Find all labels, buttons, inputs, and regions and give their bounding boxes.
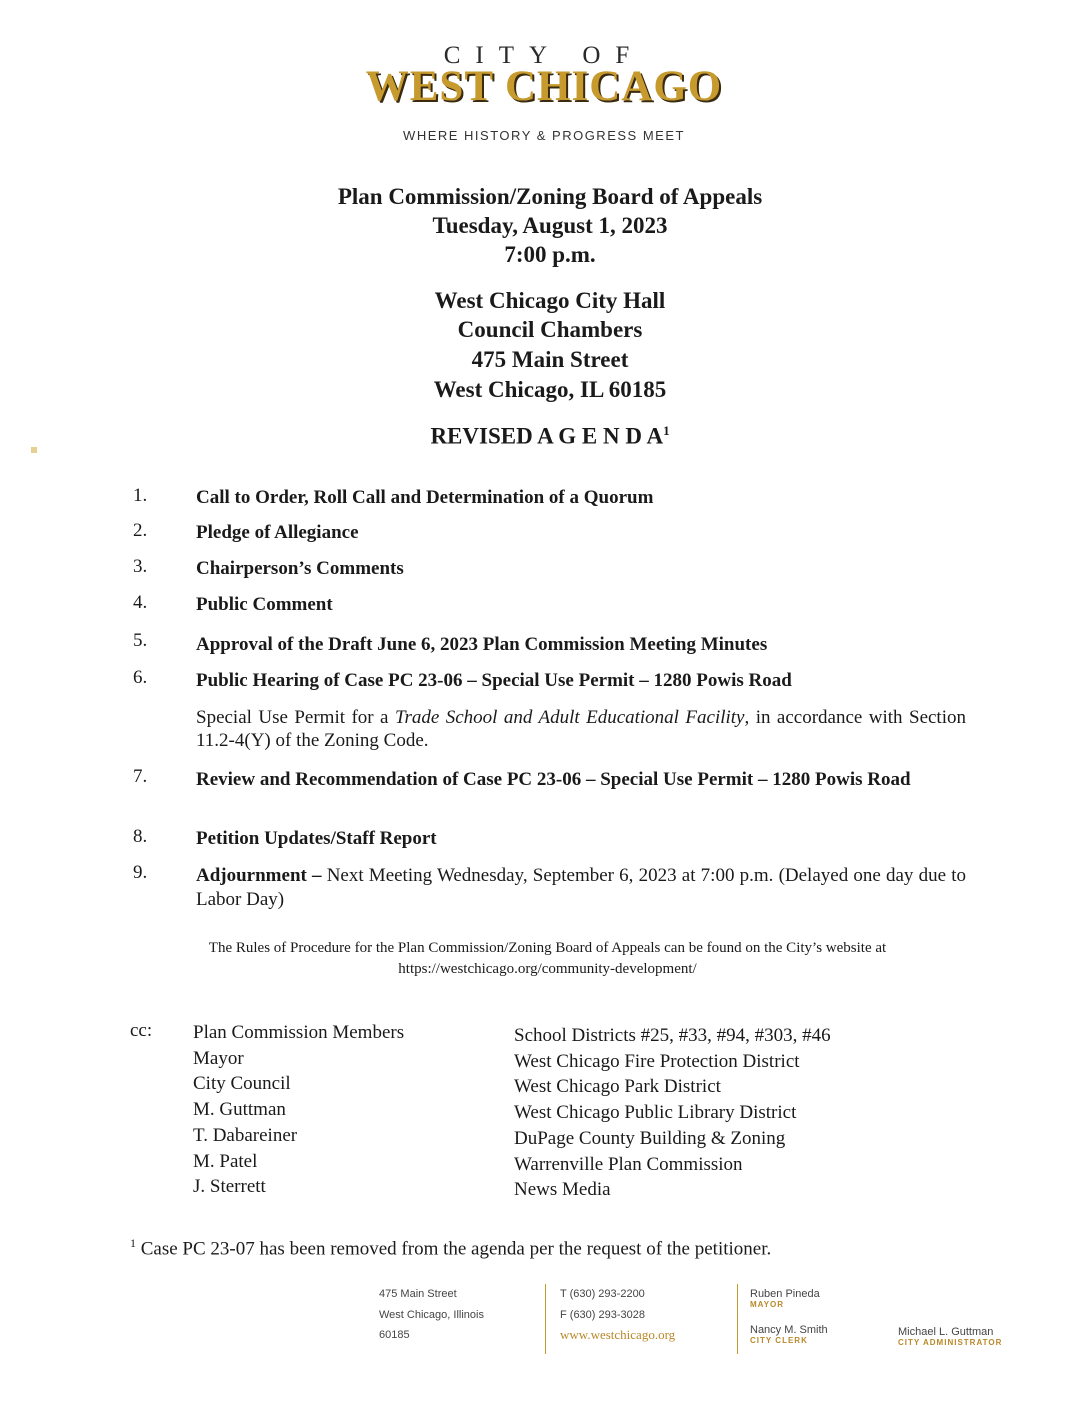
agenda-item-title: Adjournment – xyxy=(196,865,322,886)
board-name: Plan Commission/Zoning Board of Appeals xyxy=(337,184,763,209)
agenda-item-detail: Next Meeting Wednesday, September 6, 2023 at 7:00 p.m. (Delayed one day due to Labor Day) xyxy=(196,865,966,910)
footnote-mark: 1 xyxy=(130,1236,136,1250)
item-number: 5. xyxy=(133,630,148,651)
fax-number: F (630) 293-3028 xyxy=(560,1308,645,1321)
venue-name: West Chicago City Hall xyxy=(434,288,666,313)
description-text: Special Use Permit for a xyxy=(196,707,395,728)
rules-url: https://westchicago.org/community-development/ xyxy=(398,961,697,977)
clerk-name: Nancy M. Smith xyxy=(750,1324,828,1336)
item-number: 4. xyxy=(133,592,148,613)
logo-city-name: WEST CHICAGO xyxy=(365,63,723,110)
phone-number: T (630) 293-2200 xyxy=(560,1288,645,1300)
administrator-block xyxy=(898,1322,1002,1348)
cc-label: cc: xyxy=(130,1020,153,1041)
agenda-item-title: Pledge of Allegiance xyxy=(196,522,359,543)
footnote xyxy=(130,1236,771,1260)
cc-recipient: School Districts #25, #33, #94, #303, #46 xyxy=(514,1025,831,1046)
item-number: 8. xyxy=(133,826,148,847)
description-text: , in accordance with Section 11.2-4(Y) of the Zoning Code. xyxy=(196,707,966,751)
meeting-time: 7:00 p.m. xyxy=(504,242,596,267)
item-number: 7. xyxy=(133,766,148,787)
footer-divider xyxy=(737,1284,738,1354)
cc-recipient: Warrenville Plan Commission xyxy=(514,1153,743,1175)
item-number: 6. xyxy=(133,667,148,688)
agenda-item-adjournment xyxy=(196,864,966,912)
facility-type: Trade School and Adult Educational Facility xyxy=(394,707,745,728)
address-line: 60185 xyxy=(379,1329,410,1341)
cc-list-right xyxy=(514,1023,831,1203)
clerk-role: CITY CLERK xyxy=(750,1335,808,1345)
cc-list-left xyxy=(193,1020,404,1200)
cc-recipient: J. Sterrett xyxy=(193,1176,266,1198)
cc-recipient: DuPage County Building & Zoning xyxy=(514,1127,786,1149)
agenda-title-text: REVISED A G E N D A xyxy=(430,423,664,449)
agenda-footnote-mark: 1 xyxy=(663,423,670,438)
cc-recipient: News Media xyxy=(514,1179,611,1201)
venue-street: 475 Main Street xyxy=(471,347,629,372)
item-number: 9. xyxy=(133,862,148,883)
cc-recipient: M. Guttman xyxy=(193,1099,286,1121)
clerk-block xyxy=(750,1320,828,1346)
agenda-item-title: Chairperson’s Comments xyxy=(196,558,404,579)
agenda-item-title: Call to Order, Roll Call and Determination of a Quorum xyxy=(196,487,654,508)
footer-contact xyxy=(560,1284,675,1346)
rules-note xyxy=(0,938,1088,980)
mayor-block xyxy=(750,1284,820,1310)
cc-recipient: M. Patel xyxy=(193,1150,258,1172)
cc-recipient: West Chicago Fire Protection District xyxy=(514,1050,800,1072)
margin-mark xyxy=(31,447,37,453)
website-link[interactable]: www.westchicago.org xyxy=(560,1327,676,1342)
footer-address xyxy=(379,1284,484,1346)
address-line: 475 Main Street xyxy=(379,1288,457,1300)
footnote-text: Case PC 23-07 has been removed from the agenda per the request of the petitioner. xyxy=(136,1238,772,1260)
administrator-name: Michael L. Guttman xyxy=(898,1326,994,1338)
cc-recipient: Plan Commission Members xyxy=(193,1022,405,1043)
logo-tagline: WHERE HISTORY & PROGRESS MEET xyxy=(403,128,685,143)
meeting-date: Tuesday, August 1, 2023 xyxy=(432,213,668,238)
agenda-item-description xyxy=(196,706,966,752)
footer-divider xyxy=(545,1284,546,1354)
item-number: 1. xyxy=(133,485,148,506)
mayor-role: MAYOR xyxy=(750,1299,785,1309)
cc-recipient: City Council xyxy=(193,1073,291,1095)
cc-recipient: West Chicago Park District xyxy=(514,1076,721,1098)
agenda-item-title: Petition Updates/Staff Report xyxy=(196,828,437,849)
agenda-item-title: Review and Recommendation of Case PC 23-06 – Special Use Permit – 1280 Powis Road xyxy=(196,769,911,790)
item-number: 2. xyxy=(133,520,148,541)
cc-recipient: West Chicago Public Library District xyxy=(514,1102,797,1124)
logo-top-line: CITY OF xyxy=(443,42,645,69)
mayor-name: Ruben Pineda xyxy=(750,1288,820,1300)
agenda-title xyxy=(0,416,1088,451)
agenda-item-title: Approval of the Draft June 6, 2023 Plan Commission Meeting Minutes xyxy=(196,634,768,655)
agenda-item-title: Public Hearing of Case PC 23-06 – Special Use Permit – 1280 Powis Road xyxy=(196,670,792,691)
venue-room: Council Chambers xyxy=(457,317,643,342)
cc-recipient: Mayor xyxy=(193,1047,244,1069)
address-line: West Chicago, Illinois xyxy=(379,1308,484,1321)
agenda-item-title: Public Comment xyxy=(196,594,333,615)
venue-city: West Chicago, IL 60185 xyxy=(433,377,667,402)
rules-text: The Rules of Procedure for the Plan Commission/Zoning Board of Appeals can be found on the City’s website at xyxy=(208,940,887,956)
administrator-role: CITY ADMINISTRATOR xyxy=(898,1337,1003,1347)
cc-recipient: T. Dabareiner xyxy=(193,1124,298,1146)
item-number: 3. xyxy=(133,556,148,577)
